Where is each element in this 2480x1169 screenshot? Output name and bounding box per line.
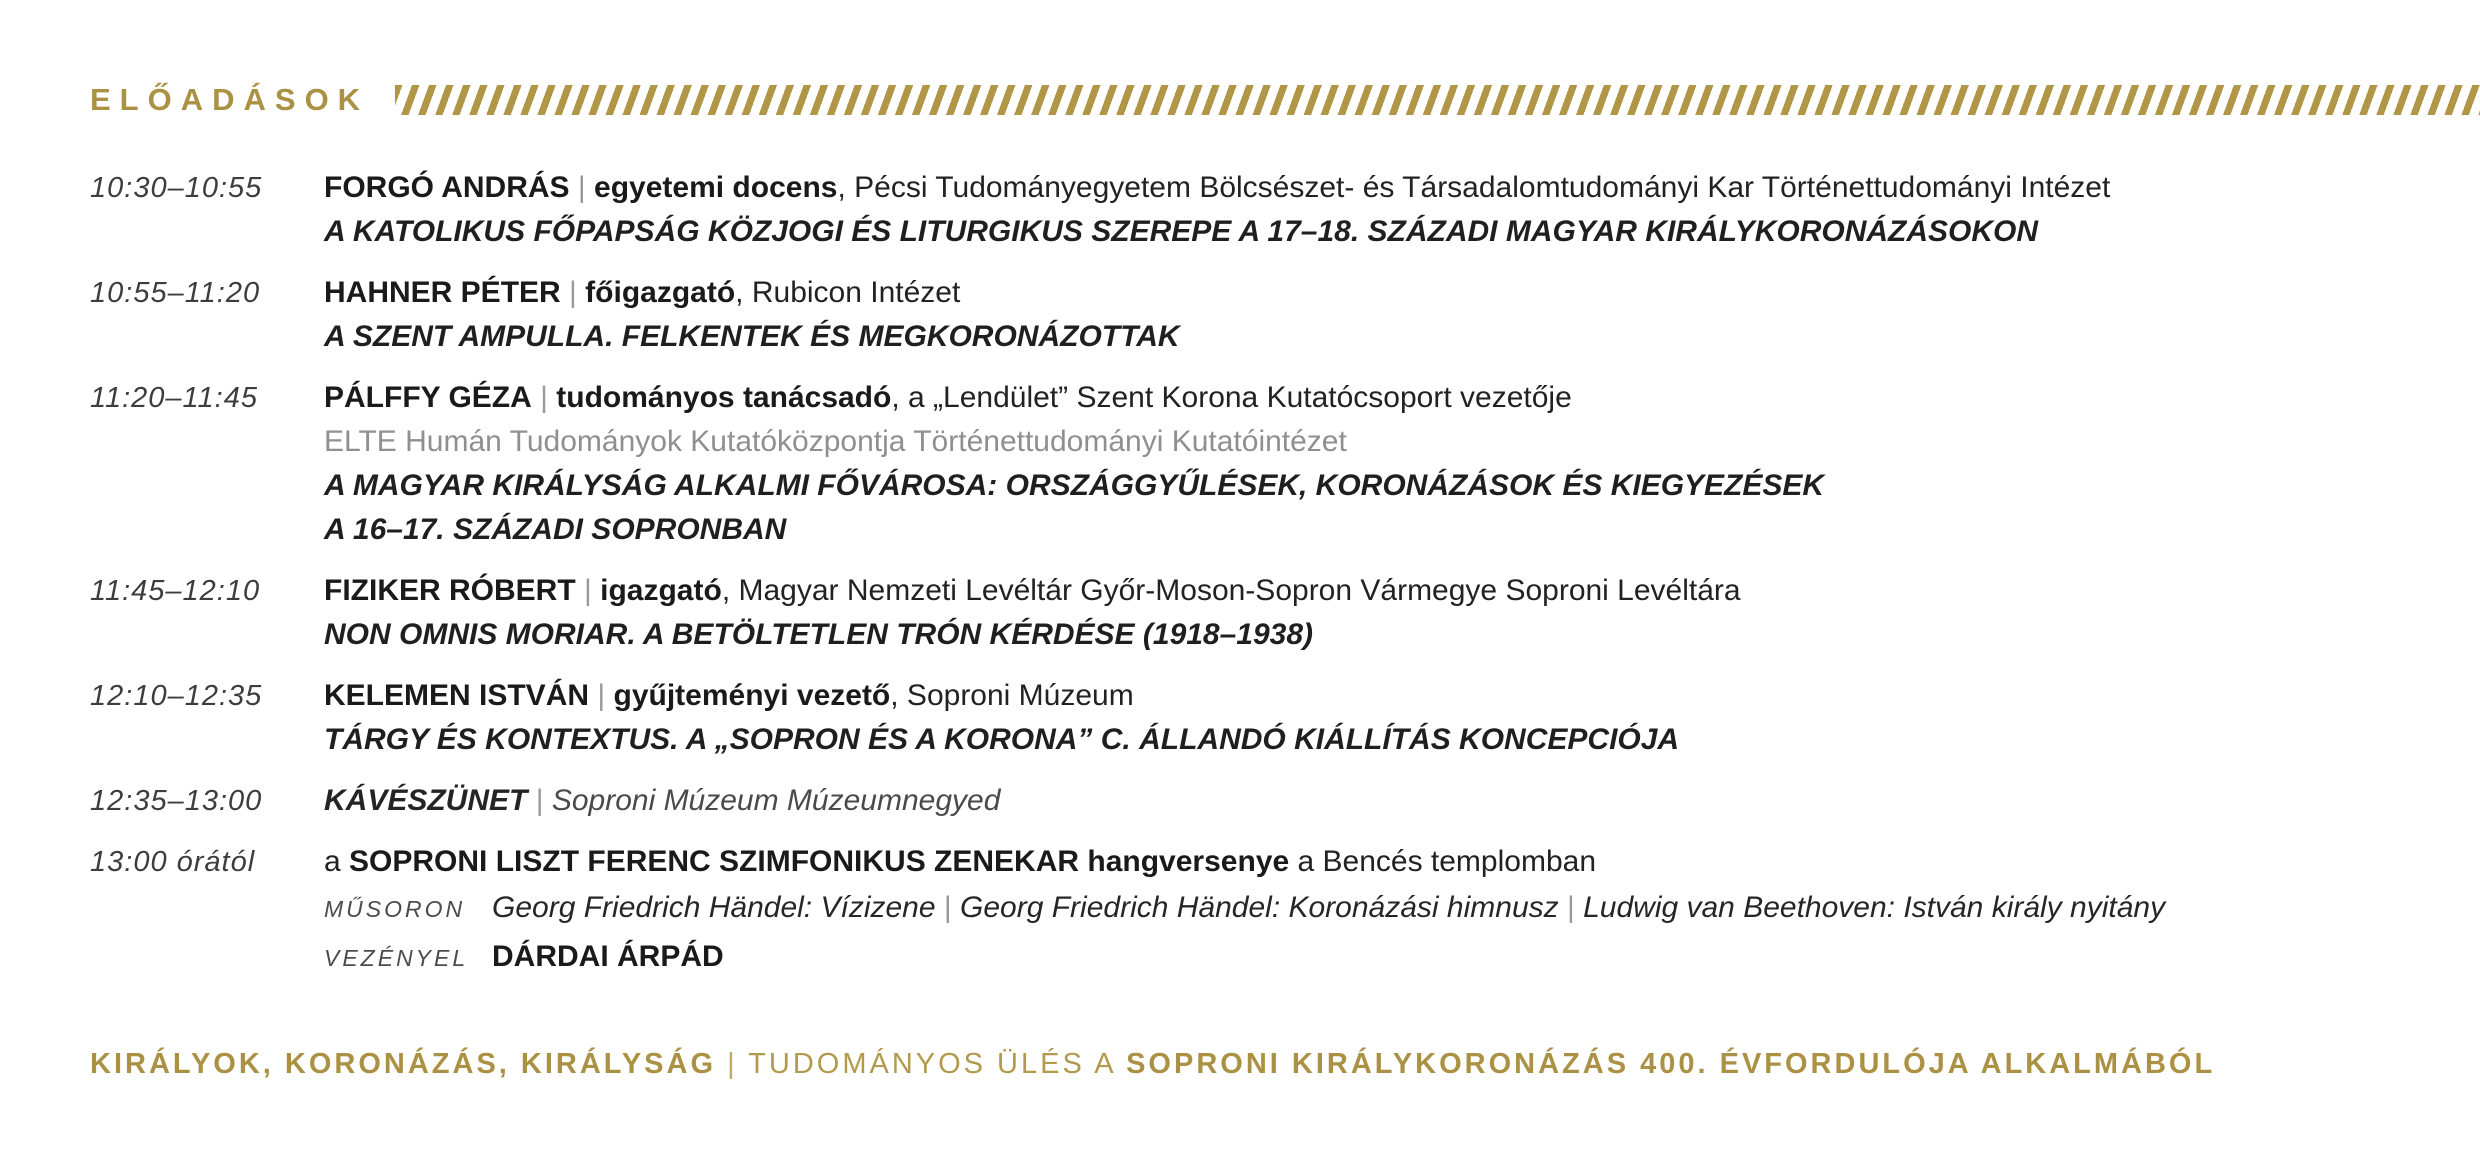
- speaker-role: egyetemi docens: [594, 171, 838, 204]
- entry-line: [324, 315, 2440, 359]
- affiliation: , Soproni Múzeum: [890, 679, 1134, 712]
- entry-line: [324, 779, 2440, 823]
- program-row: [324, 933, 2440, 982]
- entry-line: [324, 420, 2440, 464]
- separator: |: [531, 381, 557, 414]
- entry-time: 12:35–13:00: [90, 785, 263, 817]
- conductor-name: DÁRDAI ÁRPÁD: [492, 940, 724, 973]
- speaker-name: HAHNER PÉTER: [324, 276, 561, 309]
- talk-title: TÁRGY ÉS KONTEXTUS. A „SOPRON ÉS A KORONA” C. ÁLLANDÓ KIÁLLÍTÁS KONCEPCIÓJA: [324, 723, 1680, 756]
- entry-line: [324, 166, 2440, 210]
- entry-time: 11:20–11:45: [90, 382, 258, 414]
- speaker-name: FORGÓ ANDRÁS: [324, 171, 570, 204]
- separator: |: [569, 171, 595, 204]
- entry-line: [324, 271, 2440, 315]
- separator: |: [560, 276, 586, 309]
- schedule-entry: [90, 166, 2440, 254]
- entry-content: [324, 674, 2440, 762]
- separator: |: [589, 679, 614, 712]
- entry-content: [324, 569, 2440, 657]
- program-row: [324, 884, 2440, 933]
- speaker-role: főigazgató: [585, 276, 736, 309]
- entry-line: [324, 613, 2440, 657]
- separator: |: [527, 784, 552, 817]
- entry-line: [324, 718, 2440, 762]
- entry-content: [324, 166, 2440, 254]
- program-item: Ludwig van Beethoven: István király nyitány: [1583, 891, 2166, 924]
- entry-content: [324, 376, 2440, 552]
- schedule-entry: [90, 840, 2440, 982]
- speaker-role: gyűjteményi vezető: [613, 679, 891, 712]
- schedule-entry: [90, 271, 2440, 359]
- entry-content: [324, 840, 2440, 982]
- entry-time: 12:10–12:35: [90, 680, 263, 712]
- speaker-name: PÁLFFY GÉZA: [324, 381, 532, 414]
- program-label: MŰSORON: [324, 896, 466, 922]
- separator: |: [1558, 891, 1584, 924]
- schedule-entry: [90, 376, 2440, 552]
- entry-line: [324, 508, 2440, 552]
- page-header: [0, 0, 2480, 118]
- affiliation: , Magyar Nemzeti Levéltár Győr-Moson-Sopron Vármegye Soproni Levéltára: [721, 574, 1741, 607]
- concert-title: SOPRONI LISZT FERENC SZIMFONIKUS ZENEKAR hangversenye: [349, 845, 1290, 878]
- event-footer-banner: [90, 1048, 2215, 1081]
- entry-line: [324, 464, 2440, 508]
- entry-content: [324, 271, 2440, 359]
- entry-line: [324, 569, 2440, 613]
- entry-time: 10:30–10:55: [90, 172, 263, 204]
- talk-title: A MAGYAR KIRÁLYSÁG ALKALMI FŐVÁROSA: ORSZÁGGYŰLÉSEK, KORONÁZÁSOK ÉS KIEGYEZÉSEK: [324, 469, 1825, 502]
- affiliation: , Pécsi Tudományegyetem Bölcsészet- és Társadalomtudományi Kar Történettudományi Intézet: [837, 171, 2111, 204]
- event-title: KIRÁLYOK, KORONÁZÁS, KIRÁLYSÁG: [90, 1048, 717, 1080]
- text: a: [324, 845, 350, 878]
- schedule-entry: [90, 779, 2440, 823]
- talk-title: NON OMNIS MORIAR. A BETÖLTETLEN TRÓN KÉRDÉSE (1918–1938): [324, 618, 1314, 651]
- speaker-role: igazgató: [600, 574, 722, 607]
- gold-hatch-pattern: [395, 85, 2480, 115]
- talk-title: A KATOLIKUS FŐPAPSÁG KÖZJOGI ÉS LITURGIKUS SZEREPE A 17–18. SZÁZADI MAGYAR KIRÁLYKORONÁZÁSOKON: [324, 215, 2039, 248]
- concert-location: a Bencés templomban: [1289, 845, 1596, 878]
- event-occasion: SOPRONI KIRÁLYKORONÁZÁS 400. ÉVFORDULÓJA ALKALMÁBÓL: [1126, 1048, 2216, 1080]
- entry-line: [324, 210, 2440, 254]
- affiliation-note: ELTE Humán Tudományok Kutatóközpontja Történettudományi Kutatóintézet: [324, 425, 1347, 458]
- entry-line: [324, 674, 2440, 718]
- affiliation: , Rubicon Intézet: [735, 276, 961, 309]
- entry-time: 13:00 órától: [90, 846, 256, 878]
- talk-title: A 16–17. SZÁZADI SOPRONBAN: [324, 513, 787, 546]
- affiliation: , a „Lendület” Szent Korona Kutatócsoport vezetője: [891, 381, 1572, 414]
- entry-line: [324, 840, 2440, 884]
- program-label: VEZÉNYEL: [324, 945, 469, 971]
- separator: |: [716, 1048, 749, 1080]
- speaker-name: FIZIKER RÓBERT: [324, 574, 576, 607]
- separator: |: [575, 574, 601, 607]
- schedule-list: [0, 118, 2480, 982]
- break-location: Soproni Múzeum Múzeumnegyed: [551, 784, 1001, 817]
- entry-line: [324, 376, 2440, 420]
- speaker-name: KELEMEN ISTVÁN: [324, 679, 590, 712]
- talk-title: A SZENT AMPULLA. FELKENTEK ÉS MEGKORONÁZOTTAK: [324, 320, 1180, 353]
- schedule-entry: [90, 674, 2440, 762]
- schedule-entry: [90, 569, 2440, 657]
- entry-content: [324, 779, 2440, 823]
- section-title: ELŐADÁSOK: [90, 82, 370, 117]
- program-item: Georg Friedrich Händel: Vízizene: [492, 891, 936, 924]
- separator: |: [935, 891, 961, 924]
- entry-time: 11:45–12:10: [90, 575, 261, 607]
- program-item: Georg Friedrich Händel: Koronázási himnusz: [960, 891, 1559, 924]
- entry-time: 10:55–11:20: [90, 277, 261, 309]
- break-title: KÁVÉSZÜNET: [324, 784, 528, 817]
- event-subtitle: TUDOMÁNYOS ÜLÉS A: [748, 1048, 1127, 1080]
- speaker-role: tudományos tanácsadó: [556, 381, 892, 414]
